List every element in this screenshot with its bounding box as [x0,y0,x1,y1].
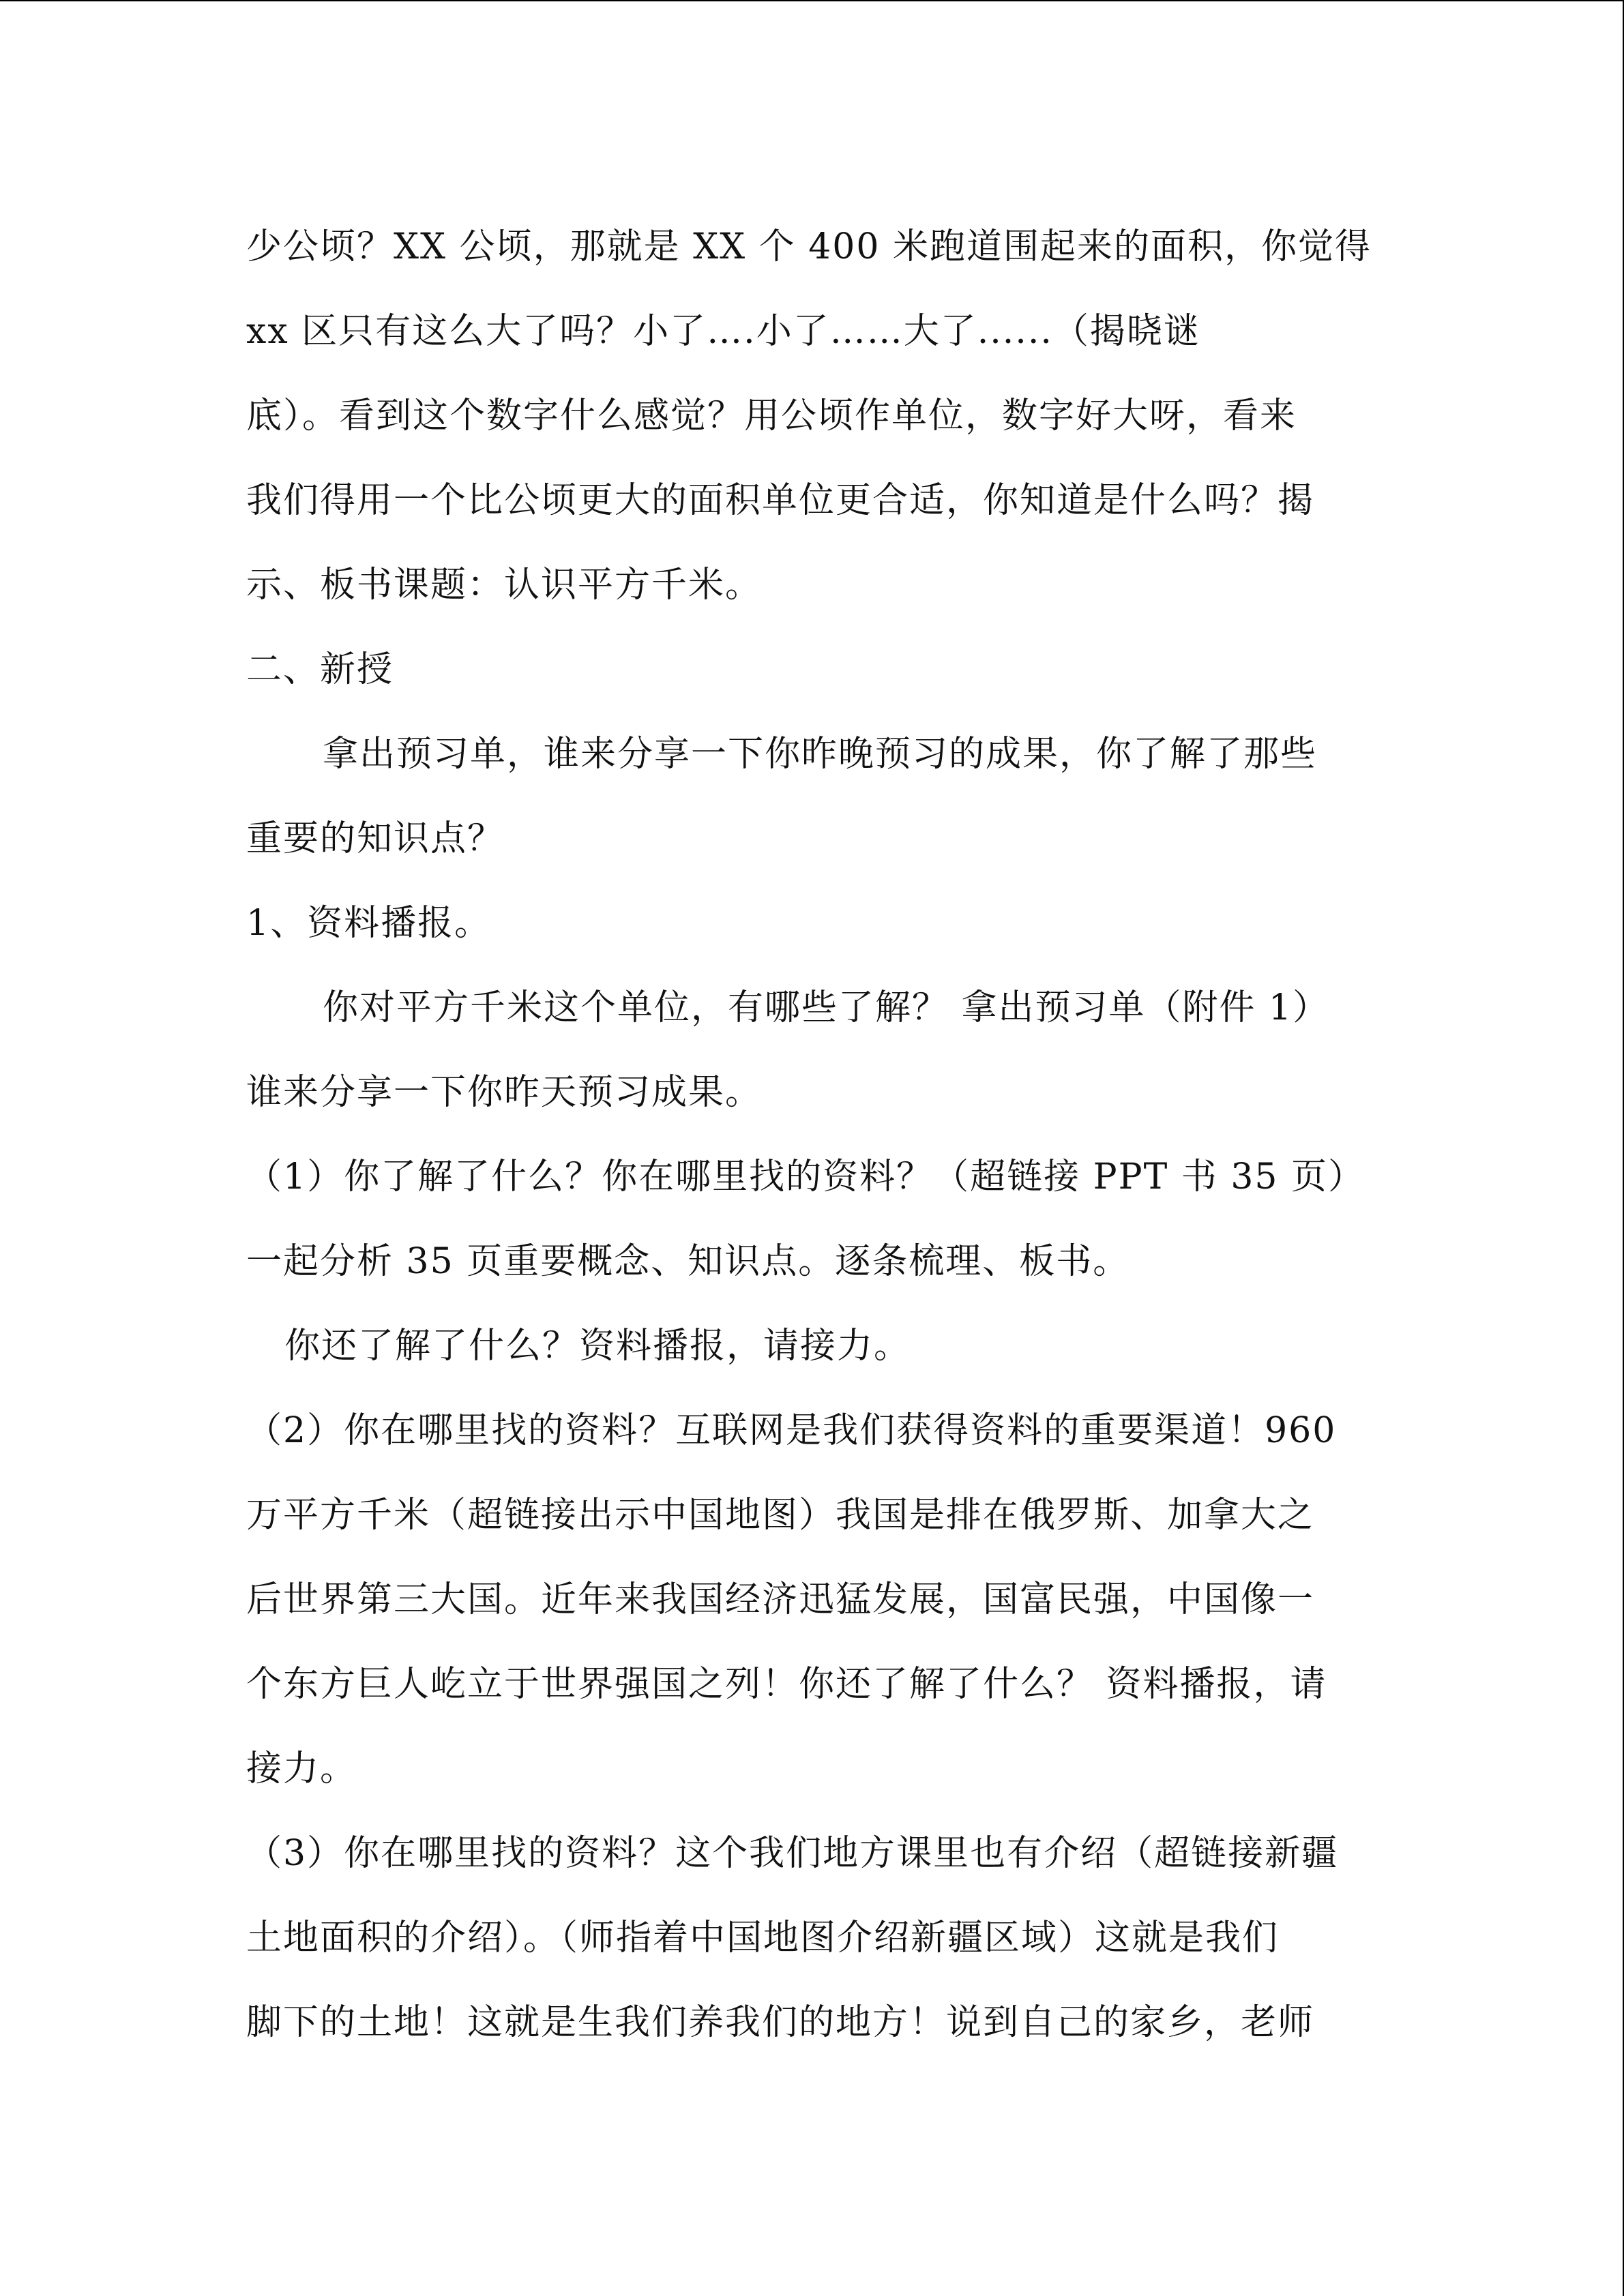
text-line: 底）。看到这个数字什么感觉？用公顷作单位，数字好大呀，看来 [246,396,1297,436]
document-body [246,205,1378,2065]
text-line: 少公顷？XX 公顷，那就是 XX 个 400 米跑道围起来的面积，你觉得 [246,226,1372,267]
text-line: 拿出预习单，谁来分享一下你昨晚预习的成果，你了解了那些 [323,734,1318,775]
text-line: 万平方千米（超链接出示中国地图）我国是排在俄罗斯、加拿大之 [246,1495,1315,1536]
text-line: 脚下的土地！这就是生我们养我们的地方！说到自己的家乡，老师 [246,2002,1315,2043]
text-line: xx 区只有这么大了吗？小了….小了……大了......（揭晓谜 [246,311,1200,352]
text-line: 谁来分享一下你昨天预习成果。 [246,1072,763,1113]
text-line: （3）你在哪里找的资料？这个我们地方课里也有介绍（超链接新疆 [246,1833,1339,1874]
text-line: （1）你了解了什么？你在哪里找的资料？（超链接 PPT 书 35 页） [246,1157,1365,1197]
page-border-top [0,0,1624,1]
section-heading: 二、新授 [246,649,394,690]
text-line: 土地面积的介绍）。（师指着中国地图介绍新疆区域）这就是我们 [246,1918,1280,1958]
text-line: 个东方巨人屹立于世界强国之列！你还了解了什么？ 资料播报，请 [246,1664,1327,1705]
text-line: （2）你在哪里找的资料？互联网是我们获得资料的重要渠道！960 [246,1410,1337,1451]
text-line: 我们得用一个比公顷更大的面积单位更合适，你知道是什么吗？揭 [246,480,1315,521]
text-line: 一起分析 35 页重要概念、知识点。逐条梳理、板书。 [246,1241,1130,1282]
text-line: 后世界第三大国。近年来我国经济迅猛发展，国富民强，中国像一 [246,1579,1315,1620]
text-line: 重要的知识点？ [246,818,505,859]
subsection-heading: 1、资料播报。 [246,903,492,944]
text-line: 你还了解了什么？资料播报，请接力。 [284,1326,911,1367]
text-line: 示、板书课题：认识平方千米。 [246,565,763,606]
text-line: 你对平方千米这个单位，有哪些了解？ 拿出预习单（附件 1） [323,987,1330,1028]
text-line: 接力。 [246,1748,357,1789]
